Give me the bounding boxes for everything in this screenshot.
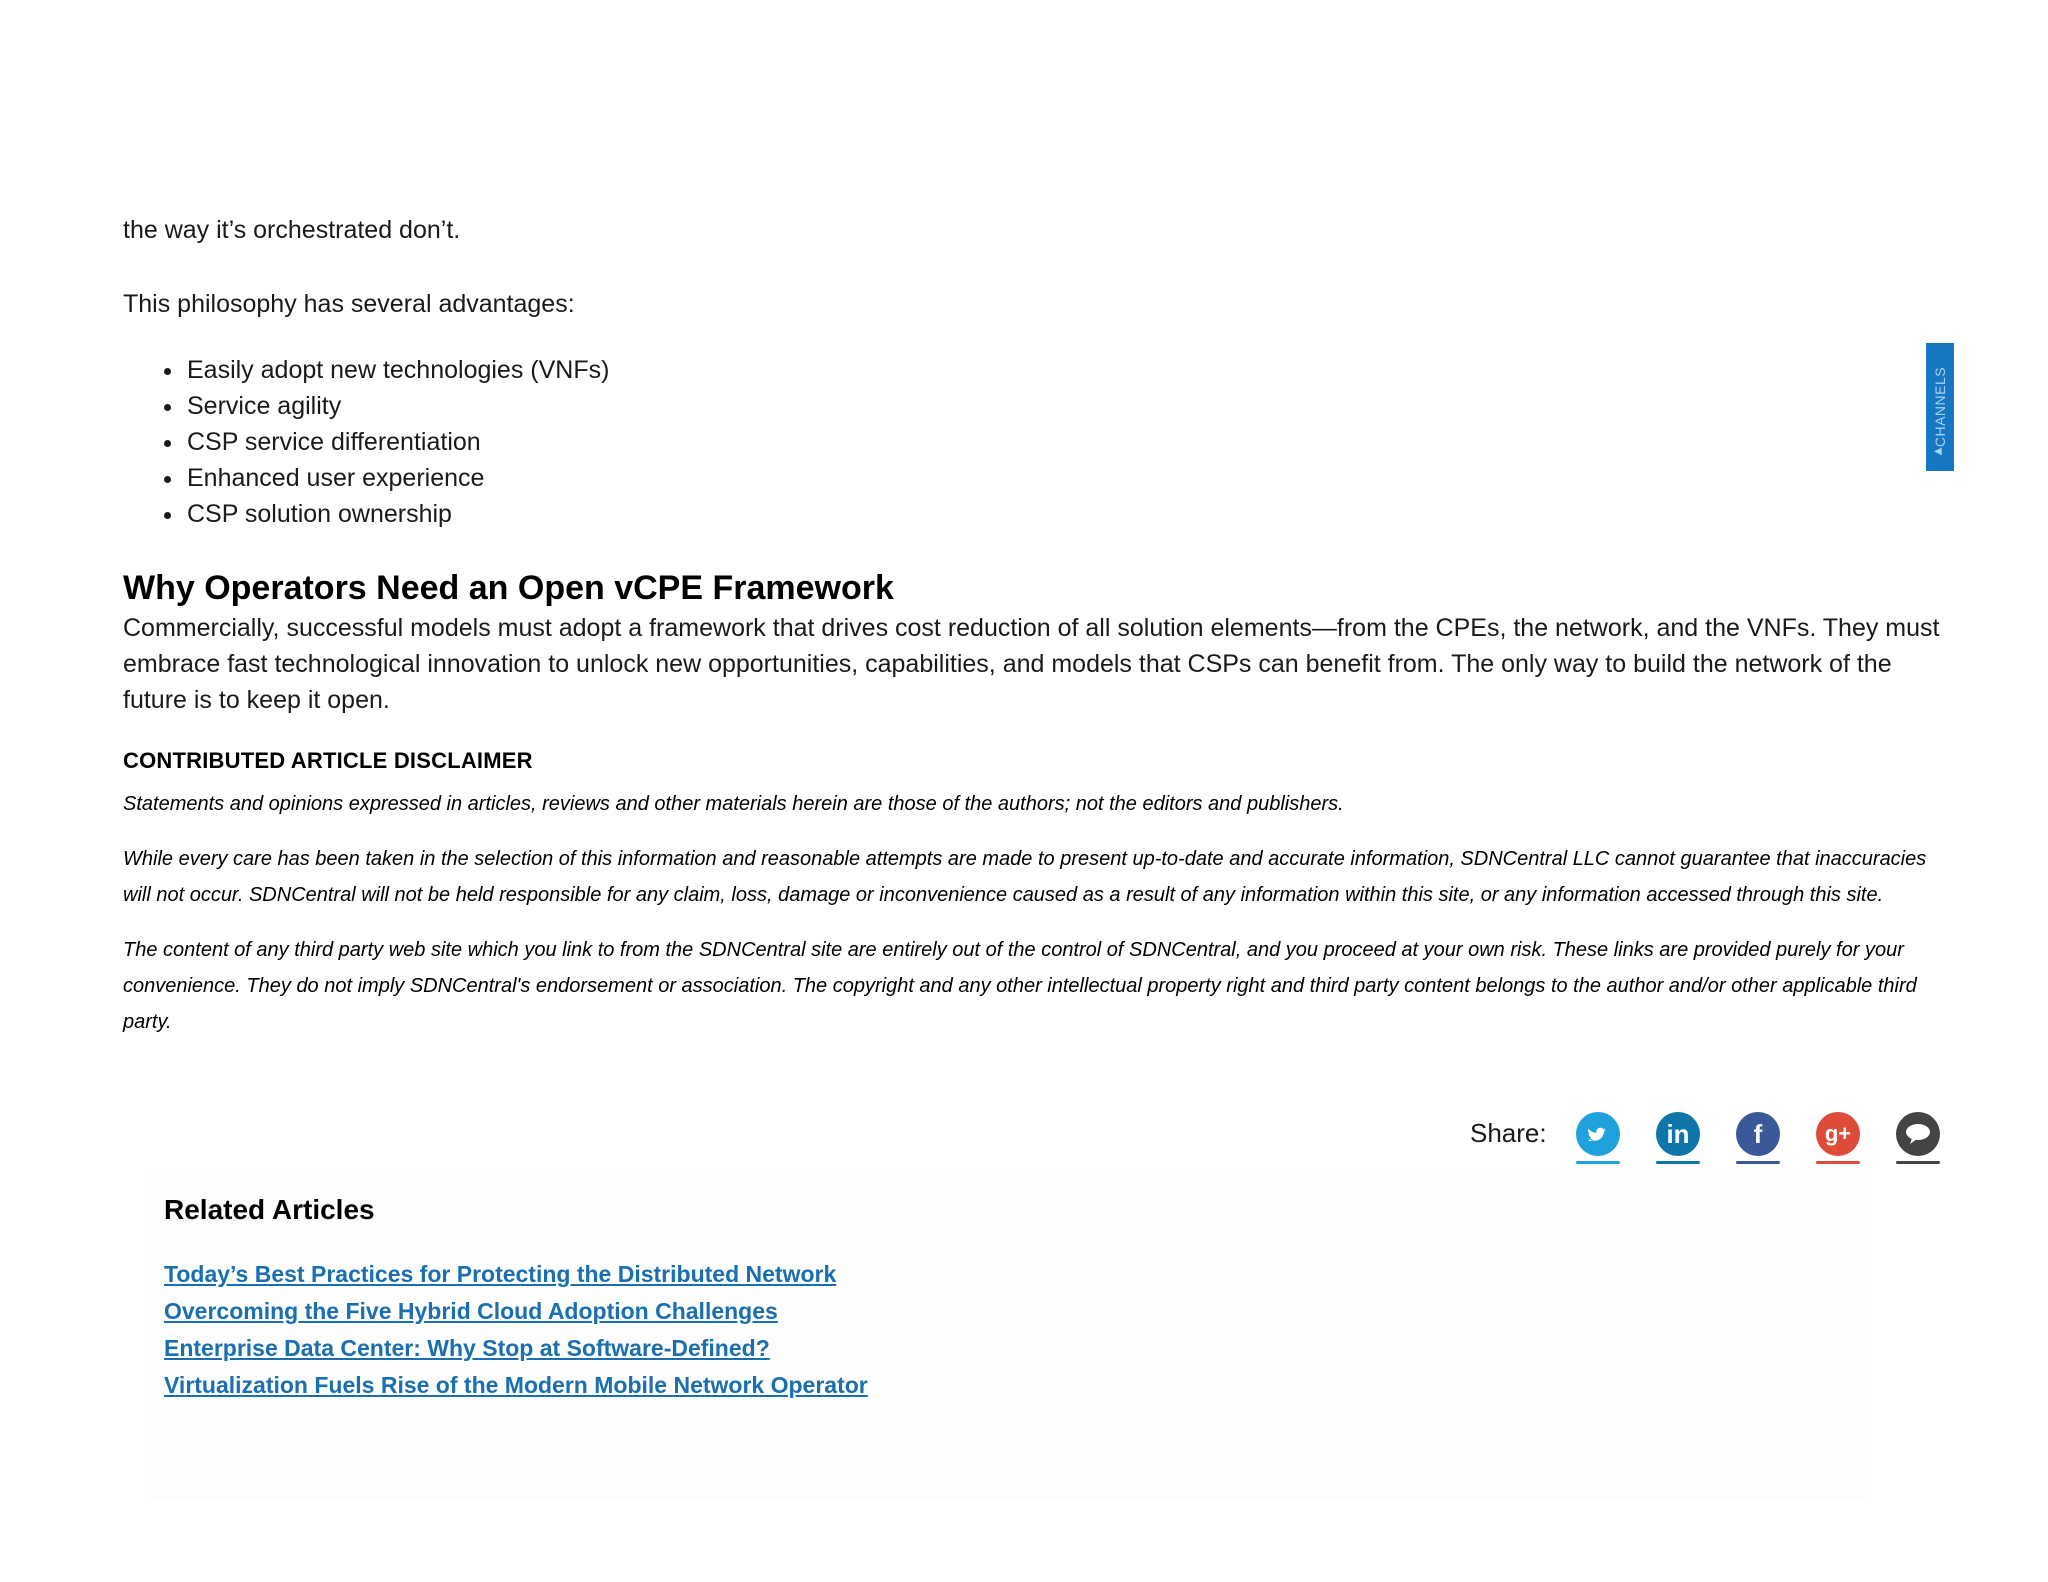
- share-bar: [1470, 1108, 1950, 1160]
- paragraph-intro: the way it’s orchestrated don’t.: [123, 216, 461, 244]
- list-item: [164, 1293, 868, 1330]
- related-article-link[interactable]: Enterprise Data Center: Why Stop at Software-Defined?: [164, 1335, 770, 1361]
- related-articles-title: Related Articles: [164, 1194, 375, 1225]
- disclaimer-paragraph: While every care has been taken in the selection of this information and reasonable attempts are made to present up-to-date and accurate information, SDNCentral LLC cannot guarantee that inaccuracies will not occur. SDNCentral will not be held responsible for any claim, loss, damage or inconvenience caused as a result of any information within this site, or any information accessed through this site.: [123, 848, 1927, 906]
- comment-icon[interactable]: [1896, 1112, 1940, 1156]
- related-articles: [150, 1170, 1870, 1500]
- list-item: • Enhanced user experience: [185, 460, 1953, 496]
- list-item: • CSP service differentiation: [185, 424, 1953, 460]
- list-item: • Service agility: [185, 388, 1953, 424]
- linkedin-icon[interactable]: in: [1656, 1112, 1700, 1156]
- share-label: Share:: [1470, 1118, 1547, 1148]
- facebook-icon[interactable]: f: [1736, 1112, 1780, 1156]
- list-item: • Easily adopt new technologies (VNFs): [185, 352, 1953, 388]
- channels-tab-label: CHANNELS: [1932, 366, 1948, 448]
- list-item: • CSP solution ownership: [185, 496, 1953, 532]
- list-item: [164, 1256, 868, 1293]
- paragraph-advantages: This philosophy has several advantages:: [123, 290, 575, 318]
- related-article-link[interactable]: Overcoming the Five Hybrid Cloud Adoption Challenges: [164, 1298, 778, 1324]
- channels-tab[interactable]: [1926, 343, 1954, 471]
- disclaimer-heading: CONTRIBUTED ARTICLE DISCLAIMER: [123, 748, 533, 773]
- advantages-list: [123, 352, 1953, 532]
- google-plus-icon[interactable]: g+: [1816, 1112, 1860, 1156]
- twitter-icon[interactable]: [1576, 1112, 1620, 1156]
- related-article-link[interactable]: Today’s Best Practices for Protecting the Distributed Network: [164, 1261, 837, 1287]
- disclaimer-paragraph: The content of any third party web site which you link to from the SDNCentral site are entirely out of the control of SDNCentral, and you proceed at your own risk. These links are provided purely for your convenience. They do not imply SDNCentral's endorsement or association. The copyright and any other intellectual property right and third party content belongs to the author and/or other applicable third party.: [123, 939, 1917, 1033]
- related-articles-list: [164, 1256, 868, 1404]
- disclaimer-paragraph: Statements and opinions expressed in articles, reviews and other materials herein are those of the authors; not the editors and publishers.: [123, 793, 1344, 815]
- list-item: [164, 1367, 868, 1404]
- related-article-link[interactable]: Virtualization Fuels Rise of the Modern Mobile Network Operator: [164, 1372, 868, 1398]
- section-heading: Why Operators Need an Open vCPE Framework: [123, 569, 894, 607]
- section-paragraph: Commercially, successful models must adopt a framework that drives cost reduction of all solution elements—from the CPEs, the network, and the VNFs. They must embrace fast technological innovation to unlock new opportunities, capabilities, and models that CSPs can benefit from. The only way to build the network of the future is to keep it open.: [123, 614, 1940, 714]
- list-item: [164, 1330, 868, 1367]
- caret-left-icon: ◀: [1934, 446, 1942, 457]
- article-body: [123, 212, 1953, 1059]
